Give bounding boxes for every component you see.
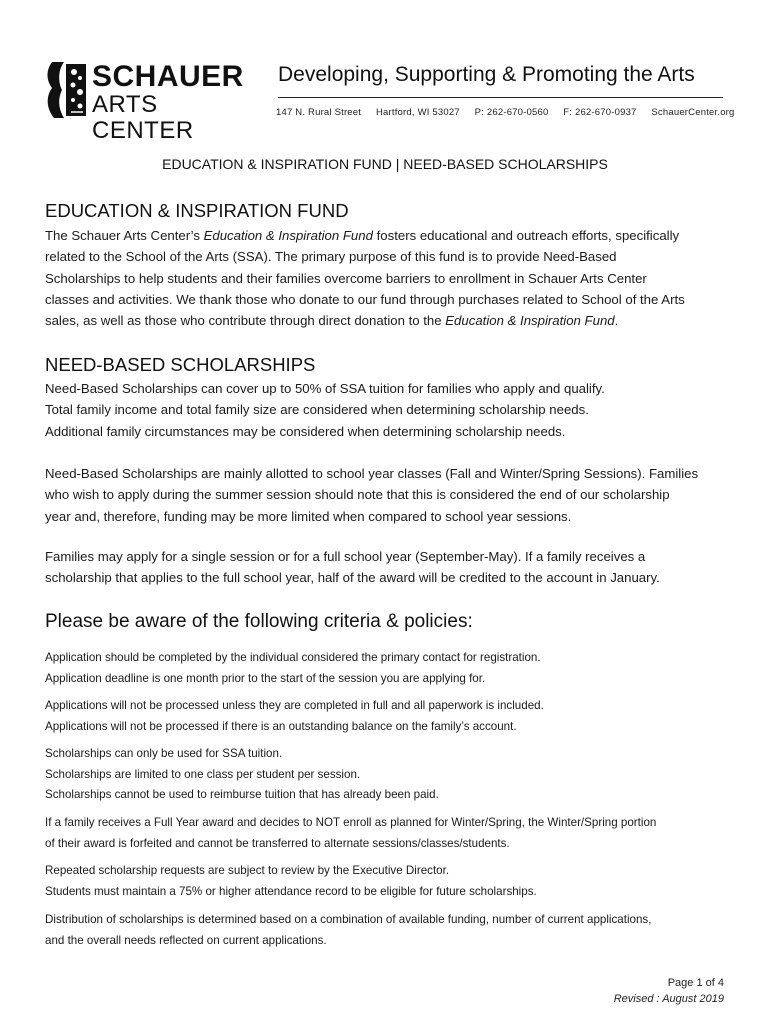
paragraph-line: scholarship that applies to the full school year, half of the award will be credited to the account in January. — [45, 570, 660, 586]
paragraph-line: classes and activities. We thank those who donate to our fund through purchases related to School of the Arts — [45, 291, 685, 307]
criteria-item: of their award is forfeited and cannot be transferred to alternate sessions/classes/students. — [45, 836, 510, 850]
criteria-group — [45, 861, 735, 902]
criteria-group — [45, 744, 735, 806]
contact-website: SchauerCenter.org — [651, 107, 735, 118]
need-based-paragraph-3 — [45, 546, 730, 589]
criteria-item: Scholarships cannot be used to reimburse tuition that has already been paid. — [45, 788, 439, 801]
criteria-item: Students must maintain a 75% or higher attendance record to be eligible for future scholarships. — [45, 884, 537, 898]
need-based-paragraph-1 — [45, 378, 730, 442]
criteria-item: Applications will not be processed if there is an outstanding balance on the family’s account. — [45, 719, 517, 733]
education-fund-heading: EDUCATION & INSPIRATION FUND — [45, 200, 349, 221]
criteria-heading: Please be aware of the following criteria & policies: — [45, 611, 473, 632]
revision-date: Revised : August 2019 — [613, 993, 724, 1005]
paragraph-line: Additional family circumstances may be considered when determining scholarship needs. — [45, 423, 566, 439]
logo — [44, 60, 264, 144]
logo-emblem-icon — [44, 60, 88, 120]
need-based-heading: NEED-BASED SCHOLARSHIPS — [45, 354, 316, 375]
criteria-group — [45, 696, 735, 737]
criteria-item: Application deadline is one month prior to the start of the session you are applying for. — [45, 671, 486, 685]
paragraph-line: Total family income and total family size are considered when determining scholarship needs. — [45, 402, 589, 418]
criteria-item: and the overall needs reflected on current applications. — [45, 933, 327, 947]
criteria-group — [45, 648, 735, 689]
paragraph-line: Need-Based Scholarships can cover up to 50% of SSA tuition for families who apply and qualify. — [45, 381, 605, 396]
page-footer — [614, 975, 724, 1007]
paragraph-line: Scholarships to help students and their families overcome barriers to enrollment in Schauer Arts Center — [45, 270, 647, 286]
need-based-paragraph-2 — [45, 463, 730, 527]
criteria-item: Application should be completed by the individual considered the primary contact for registration. — [45, 651, 541, 664]
document-title: EDUCATION & INSPIRATION FUND | NEED-BASED SCHOLARSHIPS — [162, 156, 608, 172]
paragraph-line: sales, as well as those who contribute through direct donation to the Education & Inspiration Fund. — [45, 313, 619, 329]
education-fund-paragraph — [45, 225, 730, 331]
paragraph-line: Families may apply for a single session or for a full school year (September-May). If a family receives a — [45, 549, 646, 564]
contact-phone: P: 262-670-0560 — [474, 107, 549, 118]
criteria-group — [45, 813, 735, 854]
paragraph-line: who wish to apply during the summer session should note that this is considered the end of our scholarship — [45, 487, 670, 503]
criteria-item: Repeated scholarship requests are subject to review by the Executive Director. — [45, 864, 450, 877]
contact-city: Hartford, WI 53027 — [375, 107, 460, 118]
contact-info — [276, 107, 747, 118]
paragraph-line: year and, therefore, funding may be more limited when compared to school year sessions. — [45, 508, 572, 524]
logo-title: SCHAUER — [92, 60, 244, 93]
criteria-item: Scholarships are limited to one class per student per session. — [45, 767, 361, 781]
tagline: Developing, Supporting & Promoting the Arts — [278, 63, 695, 86]
contact-address: 147 N. Rural Street — [276, 107, 362, 118]
criteria-item: If a family receives a Full Year award and decides to NOT enroll as planned for Winter/Spring, the Winter/Spring portion — [45, 816, 657, 829]
criteria-item: Scholarships can only be used for SSA tuition. — [45, 747, 283, 760]
criteria-item: Distribution of scholarships is determined based on a combination of available funding, number of current applications, — [45, 913, 652, 926]
contact-fax: F: 262-670-0937 — [563, 107, 637, 118]
criteria-group — [45, 910, 735, 951]
paragraph-line: The Schauer Arts Center’s Education & Inspiration Fund fosters educational and outreach efforts, specifically — [45, 228, 680, 243]
page-number: Page 1 of 4 — [667, 977, 724, 989]
header-divider — [278, 97, 723, 98]
paragraph-line: related to the School of the Arts (SSA). The primary purpose of this fund is to provide Need-Based — [45, 249, 617, 265]
paragraph-line: Need-Based Scholarships are mainly allotted to school year classes (Fall and Winter/Spring Sessions). Families — [45, 466, 699, 481]
logo-subtitle: ARTS CENTER — [92, 91, 194, 144]
criteria-item: Applications will not be processed unless they are completed in full and all paperwork is included. — [45, 699, 544, 712]
